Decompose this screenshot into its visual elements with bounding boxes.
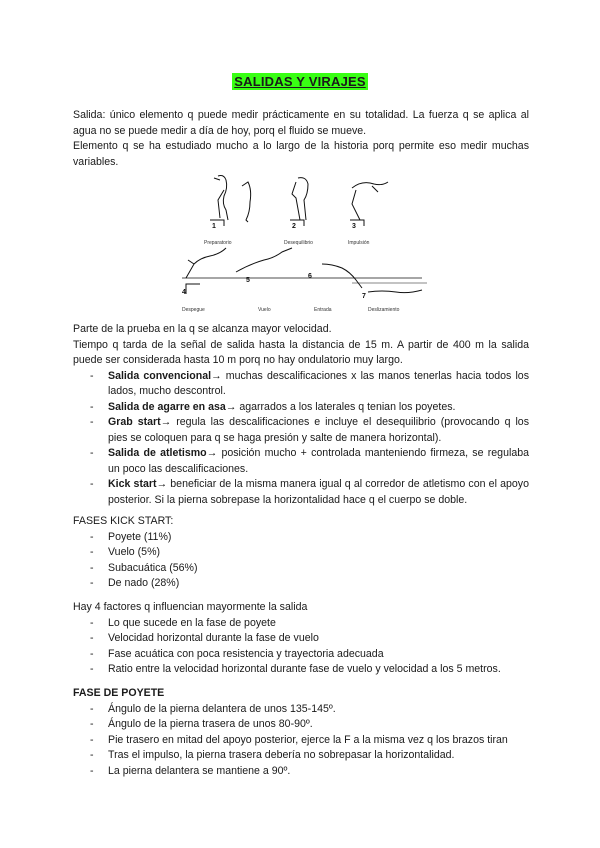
factor-text: Ratio entre la velocidad horizontal durante fase de vuelo y velocidad a los 5 metros. bbox=[108, 663, 501, 675]
block-4 bbox=[186, 284, 200, 294]
intro-section bbox=[73, 108, 529, 170]
poyete-text: Ángulo de la pierna delantera de unos 135-145º. bbox=[108, 702, 336, 715]
salida-arrow: → bbox=[225, 400, 237, 413]
poyete-text: Tras el impulso, la pierna trasera debería no sobrepasar la horizontalidad. bbox=[108, 749, 455, 761]
factor-text: Velocidad horizontal durante la fase de vuelo bbox=[108, 632, 319, 644]
swimmer-1 bbox=[214, 176, 228, 221]
dash-mark: - bbox=[90, 702, 94, 715]
fase-text: Poyete (11%) bbox=[108, 530, 172, 543]
salida-item bbox=[73, 400, 529, 416]
salida-arrow: → bbox=[206, 447, 218, 459]
swimmer-6 bbox=[322, 264, 362, 288]
after-figure-paragraph-1: Parte de la prueba en la q se alcanza mayor velocidad. bbox=[73, 323, 332, 335]
salida-name: Salida de agarre en asa bbox=[108, 400, 226, 413]
poyete-item bbox=[73, 748, 529, 764]
dash-mark: - bbox=[90, 561, 94, 574]
dash-mark: - bbox=[90, 400, 94, 413]
after-figure-section bbox=[73, 322, 529, 508]
figure-caption-4: Despegue bbox=[182, 307, 205, 313]
dash-mark: - bbox=[90, 764, 94, 777]
after-figure-paragraph-2: Tiempo q tarda de la señal de salida hasta la distancia de 15 m. A partir de 400 m la salida puede ser considerada hasta 10 m porq no hay ondulatorio muy largo. bbox=[73, 338, 529, 366]
salida-item bbox=[73, 369, 529, 400]
fase-item bbox=[73, 576, 529, 592]
dash-mark: - bbox=[90, 749, 94, 761]
intro-paragraph-1: Salida: único elemento q puede medir prácticamente en su totalidad. La fuerza q se aplica al agua no se puede medir a día de hoy, porq el fluido se mueve. bbox=[73, 109, 529, 137]
dash-mark: - bbox=[90, 616, 94, 629]
factor-item bbox=[73, 616, 529, 632]
dash-mark: - bbox=[90, 632, 94, 644]
factor-item bbox=[73, 662, 529, 678]
fase-text: Vuelo (5%) bbox=[108, 546, 161, 558]
swimmer-4 bbox=[186, 248, 226, 278]
salida-arrow: → bbox=[211, 369, 222, 382]
intro-paragraph-2: Elemento q se ha estudiado mucho a lo largo de la historia porq permite eso medir muchas variables. bbox=[73, 140, 529, 168]
fases-heading: FASES KICK START: bbox=[73, 515, 174, 527]
poyete-text: Pie trasero en mitad del apoyo posterior, ejerce la F a la misma vez q los brazos tiran bbox=[108, 733, 508, 746]
salida-name: Salida convencional bbox=[108, 369, 212, 382]
fase-item bbox=[73, 530, 529, 546]
fases-list bbox=[73, 530, 529, 592]
salida-text: muchas descalificaciones x las manos tenerlas hacia todos los lados, mucho descontrol. bbox=[108, 369, 529, 397]
salida-text: regula las descalificaciones e incluye el desequilibrio (provocando q los pies se coloquen para q se haga presión y salte de manera horizontal). bbox=[108, 416, 529, 444]
figure-number-1: 1 bbox=[212, 223, 216, 230]
document-title: SALIDAS Y VIRAJES bbox=[234, 74, 366, 89]
fase-text: Subacuática (56%) bbox=[108, 561, 198, 574]
factores-section bbox=[73, 600, 529, 678]
dash-mark: - bbox=[90, 663, 94, 675]
poyete-item bbox=[73, 764, 529, 780]
factor-item bbox=[73, 631, 529, 647]
figure-caption-6: Entrada bbox=[314, 307, 332, 313]
salida-text: beneficiar de la misma manera igual q al corredor de atletismo con el apoyo posterior. Si la pierna sobrepase la horizontalidad hace q el cuerpo se doble. bbox=[108, 478, 529, 506]
salida-item bbox=[73, 446, 529, 477]
factor-item bbox=[73, 647, 529, 663]
poyete-text: Ángulo de la pierna trasera de unos 80-90º. bbox=[108, 718, 313, 730]
swimmer-5 bbox=[236, 248, 292, 272]
figure-number-5: 5 bbox=[246, 277, 250, 284]
salida-text: agarrados a los laterales q tenian los poyetes. bbox=[236, 400, 456, 413]
poyete-item bbox=[73, 702, 529, 718]
salida-arrow: → bbox=[160, 416, 172, 428]
start-sequence-illustration bbox=[172, 168, 430, 318]
dash-mark: - bbox=[90, 478, 94, 490]
start-sequence-figure bbox=[172, 168, 430, 318]
dash-mark: - bbox=[90, 530, 94, 543]
poyete-section bbox=[73, 686, 529, 779]
figure-number-2: 2 bbox=[292, 223, 296, 230]
fase-item bbox=[73, 545, 529, 561]
dash-mark: - bbox=[90, 733, 94, 746]
poyete-heading: FASE DE POYETE bbox=[73, 687, 165, 699]
dash-mark: - bbox=[90, 647, 94, 660]
poyete-list bbox=[73, 702, 529, 780]
figure-number-7: 7 bbox=[362, 293, 366, 300]
title-wrap bbox=[0, 73, 600, 91]
fases-section bbox=[73, 514, 529, 592]
dash-mark: - bbox=[90, 577, 94, 589]
dash-mark: - bbox=[90, 546, 94, 558]
factor-text: Fase acuática con poca resistencia y trayectoria adecuada bbox=[108, 647, 384, 660]
salida-name: Salida de atletismo bbox=[108, 447, 207, 459]
salida-name: Grab start bbox=[108, 416, 161, 428]
fase-item bbox=[73, 561, 529, 577]
figure-number-6: 6 bbox=[308, 273, 312, 280]
figure-caption-5: Vuelo bbox=[258, 307, 271, 313]
salidas-list bbox=[73, 369, 529, 509]
figure-number-4: 4 bbox=[182, 289, 186, 296]
salida-item bbox=[73, 477, 529, 508]
dash-mark: - bbox=[90, 416, 94, 428]
poyete-text: La pierna delantera se mantiene a 90º. bbox=[108, 764, 291, 777]
dash-mark: - bbox=[90, 369, 94, 382]
salida-arrow: → bbox=[156, 478, 168, 490]
fase-text: De nado (28%) bbox=[108, 577, 180, 589]
figure-number-3: 3 bbox=[352, 223, 356, 230]
swimmer-2 bbox=[292, 178, 308, 220]
swimmer-3 bbox=[352, 182, 388, 220]
figure-caption-2: Desequilibrio bbox=[284, 240, 313, 246]
factores-intro: Hay 4 factores q influencian mayormente la salida bbox=[73, 601, 308, 613]
swimmer-7 bbox=[368, 290, 422, 293]
dash-mark: - bbox=[90, 447, 94, 459]
salida-text: posición mucho + controlada manteniendo firmeza, se regulaba un poco las descalificaciones. bbox=[108, 447, 529, 475]
dash-mark: - bbox=[90, 718, 94, 730]
poyete-item bbox=[73, 717, 529, 733]
factores-list bbox=[73, 616, 529, 678]
swimmer-1b bbox=[242, 182, 251, 222]
figure-caption-1: Preparatorio bbox=[204, 240, 232, 246]
poyete-item bbox=[73, 733, 529, 749]
salida-item bbox=[73, 415, 529, 446]
factor-text: Lo que sucede en la fase de poyete bbox=[108, 616, 276, 629]
figure-caption-3: Impulsión bbox=[348, 240, 370, 246]
figure-caption-7: Deslizamiento bbox=[368, 307, 400, 313]
salida-name: Kick start bbox=[108, 478, 157, 490]
